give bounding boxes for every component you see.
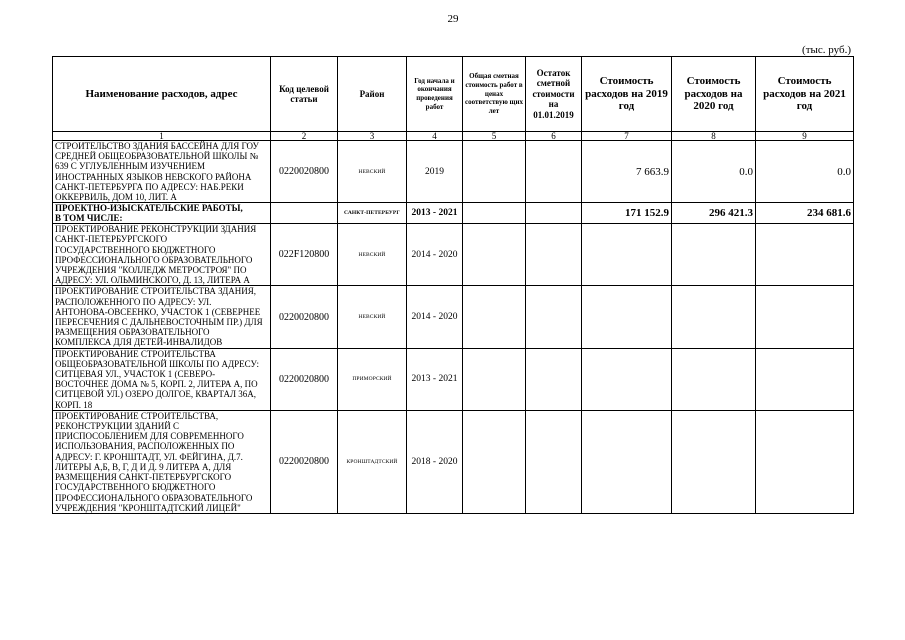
row-cost-2021: 234 681.6: [756, 203, 854, 224]
row-cost-2020: [672, 348, 756, 410]
row-total-cost: [463, 203, 526, 224]
row-name-line: АДРЕСУ: УЛ. ОЛЬМИНСКОГО, Д. 13, ЛИТЕРА А: [55, 275, 250, 286]
row-cost-2020: [672, 410, 756, 513]
row-remaining: [526, 286, 582, 348]
row-name-line: РАЗМЕЩЕНИЯ САНКТ-ПЕТЕРБУРГСКОГО: [55, 472, 232, 483]
row-remaining: [526, 410, 582, 513]
row-name: [53, 348, 271, 410]
budget-table: [52, 56, 854, 514]
row-cost-2020: 0.0: [672, 141, 756, 203]
header-district: Район: [338, 57, 407, 132]
header-cost-2021: Стоимость расходов на 2021 год: [756, 57, 854, 132]
row-cost-2019: [582, 348, 672, 410]
row-name-line: ГОСУДАРСТВЕННОГО БЮДЖЕТНОГО: [55, 244, 216, 255]
row-name-line: ПЕРЕСЕЧЕНИЯ С ДАЛЬНЕВОСТОЧНЫМ ПР.) ДЛЯ: [55, 317, 263, 328]
row-years: 2013 - 2021: [407, 348, 463, 410]
table-row: [53, 141, 854, 203]
row-name-line: ПРОФЕССИОНАЛЬНОГО ОБРАЗОВАТЕЛЬНОГО: [55, 492, 253, 503]
row-cost-2020: [672, 224, 756, 286]
row-name-line: РАЗМЕЩЕНИЯ ОБРАЗОВАТЕЛЬНОГО: [55, 327, 210, 338]
row-name-line: ПРОЕКТНО-ИЗЫСКАТЕЛЬСКИЕ РАБОТЫ,: [55, 203, 243, 214]
row-name-line: ПРОЕКТИРОВАНИЕ СТРОИТЕЛЬСТВА: [55, 348, 216, 359]
row-cost-2021: 0.0: [756, 141, 854, 203]
row-remaining: [526, 141, 582, 203]
table-row: [53, 348, 854, 410]
row-cost-2021: [756, 224, 854, 286]
row-years: 2018 - 2020: [407, 410, 463, 513]
header-name: Наименование расходов, адрес: [53, 57, 271, 132]
row-name-line: ПРОЕКТИРОВАНИЕ СТРОИТЕЛЬСТВА ЗДАНИЯ,: [55, 286, 256, 297]
row-total-cost: [463, 141, 526, 203]
row-name-line: АНТОНОВА-ОВСЕЕНКО, УЧАСТОК 1 (СЕВЕРНЕЕ: [55, 306, 261, 317]
row-name: [53, 141, 271, 203]
row-code: 0220020800: [271, 348, 338, 410]
row-remaining: [526, 348, 582, 410]
row-name-line: КОМПЛЕКСА ДЛЯ ДЕТЕЙ-ИНВАЛИДОВ: [55, 337, 223, 348]
row-name-line: КОРП. 18: [55, 399, 93, 410]
row-district: САНКТ-ПЕТЕРБУРГ: [338, 203, 407, 224]
row-cost-2020: 296 421.3: [672, 203, 756, 224]
column-number: 3: [338, 132, 407, 141]
table-row: [53, 286, 854, 348]
row-code: 0220020800: [271, 286, 338, 348]
row-remaining: [526, 203, 582, 224]
row-total-cost: [463, 224, 526, 286]
row-total-cost: [463, 286, 526, 348]
row-cost-2019: 171 152.9: [582, 203, 672, 224]
column-number: 2: [271, 132, 338, 141]
page-number: 29: [447, 13, 459, 25]
row-name-line: СРЕДНЕЙ ОБЩЕОБРАЗОВАТЕЛЬНОЙ ШКОЛЫ №: [55, 151, 259, 162]
unit-label: (тыс. руб.): [802, 44, 851, 56]
row-district: НЕВСКИЙ: [338, 224, 407, 286]
row-name-line: УЧРЕЖДЕНИЯ "КРОНШТАДТСКИЙ ЛИЦЕЙ": [55, 502, 241, 513]
row-code: [271, 203, 338, 224]
row-district: НЕВСКИЙ: [338, 141, 407, 203]
header-row: [53, 57, 854, 132]
row-name-line: ПРОФЕССИОНАЛЬНОГО ОБРАЗОВАТЕЛЬНОГО: [55, 254, 253, 265]
row-cost-2019: [582, 286, 672, 348]
row-district: КРОНШТАДТСКИЙ: [338, 410, 407, 513]
row-name-line: ИСПОЛЬЗОВАНИЯ, РАСПОЛОЖЕННЫХ ПО: [55, 441, 235, 452]
row-name-line: ПРОЕКТИРОВАНИЕ СТРОИТЕЛЬСТВА,: [55, 410, 219, 421]
row-years: 2014 - 2020: [407, 224, 463, 286]
table-row: [53, 410, 854, 513]
column-number: 4: [407, 132, 463, 141]
row-name-line: САНКТ-ПЕТЕРБУРГА ПО АДРЕСУ: НАБ.РЕКИ: [55, 181, 244, 192]
header-cost-2019: Стоимость расходов на 2019 год: [582, 57, 672, 132]
row-name-line: РЕКОНСТРУКЦИИ ЗДАНИЙ С: [55, 421, 180, 432]
table-row: [53, 203, 854, 224]
row-remaining: [526, 224, 582, 286]
row-years: 2019: [407, 141, 463, 203]
header-total-cost: Общая сметная стоимость работ в ценах соответствую щих лет: [463, 57, 526, 132]
header-remaining: Остаток сметной стоимости на 01.01.2019: [526, 57, 582, 132]
row-cost-2020: [672, 286, 756, 348]
row-district: ПРИМОРСКИЙ: [338, 348, 407, 410]
row-cost-2019: [582, 410, 672, 513]
column-number: 9: [756, 132, 854, 141]
row-name-line: АДРЕСУ: Г. КРОНШТАДТ, УЛ. ФЕЙГИНА, Д.7.: [55, 451, 243, 462]
header-code: Код целевой статьи: [271, 57, 338, 132]
row-name-line: СТРОИТЕЛЬСТВО ЗДАНИЯ БАССЕЙНА ДЛЯ ГОУ: [55, 141, 259, 151]
row-years: 2013 - 2021: [407, 203, 463, 224]
column-number: 5: [463, 132, 526, 141]
row-name-line: ОККЕРВИЛЬ, ДОМ 10, ЛИТ. А: [55, 192, 177, 203]
row-name: [53, 203, 271, 224]
header-cost-2020: Стоимость расходов на 2020 год: [672, 57, 756, 132]
row-cost-2019: 7 663.9: [582, 141, 672, 203]
row-name-line: СИТЦЕВОЙ УЛ.) ОЗЕРО ДОЛГОЕ, КВАРТАЛ 36А,: [55, 389, 257, 400]
column-number: 7: [582, 132, 672, 141]
column-number: 8: [672, 132, 756, 141]
row-name-line: СИТЦЕВАЯ УЛ., УЧАСТОК 1 (СЕВЕРО-: [55, 369, 216, 380]
row-code: 022F120800: [271, 224, 338, 286]
column-number: 6: [526, 132, 582, 141]
row-name-line: В ТОМ ЧИСЛЕ:: [55, 213, 123, 224]
row-name-line: РАСПОЛОЖЕННОГО ПО АДРЕСУ: УЛ.: [55, 296, 212, 307]
row-name-line: ИНОСТРАННЫХ ЯЗЫКОВ НЕВСКОГО РАЙОНА: [55, 171, 252, 182]
row-name-line: ПРОЕКТИРОВАНИЕ РЕКОНСТРУКЦИИ ЗДАНИЯ: [55, 224, 257, 235]
table-row: [53, 224, 854, 286]
row-total-cost: [463, 348, 526, 410]
row-name-line: ВОСТОЧНЕЕ ДОМА № 5, КОРП. 2, ЛИТЕРА А, ПО: [55, 379, 258, 390]
row-years: 2014 - 2020: [407, 286, 463, 348]
column-number-row: [53, 132, 854, 141]
row-code: 0220020800: [271, 141, 338, 203]
row-cost-2019: [582, 224, 672, 286]
column-number: 1: [53, 132, 271, 141]
row-name-line: САНКТ-ПЕТЕРБУРГСКОГО: [55, 234, 168, 245]
row-name-line: ПРИСПОСОБЛЕНИЕМ ДЛЯ СОВРЕМЕННОГО: [55, 431, 244, 442]
row-name: [53, 224, 271, 286]
row-code: 0220020800: [271, 410, 338, 513]
row-name: [53, 410, 271, 513]
row-cost-2021: [756, 410, 854, 513]
row-total-cost: [463, 410, 526, 513]
row-name-line: ГОСУДАРСТВЕННОГО БЮДЖЕТНОГО: [55, 482, 216, 493]
row-district: НЕВСКИЙ: [338, 286, 407, 348]
row-name-line: ОБЩЕОБРАЗОВАТЕЛЬНОЙ ШКОЛЫ ПО АДРЕСУ:: [55, 358, 260, 369]
row-name-line: 639 С УГЛУБЛЕННЫМ ИЗУЧЕНИЕМ: [55, 161, 206, 172]
header-years: Год начала и окончания проведения работ: [407, 57, 463, 132]
row-cost-2021: [756, 286, 854, 348]
row-name-line: ЛИТЕРЫ А,Б, В, Г, Д И Д. 9 ЛИТЕРА А, ДЛЯ: [55, 461, 232, 472]
row-name: [53, 286, 271, 348]
row-name-line: УЧРЕЖДЕНИЯ "КОЛЛЕДЖ МЕТРОСТРОЯ" ПО: [55, 265, 247, 276]
row-cost-2021: [756, 348, 854, 410]
